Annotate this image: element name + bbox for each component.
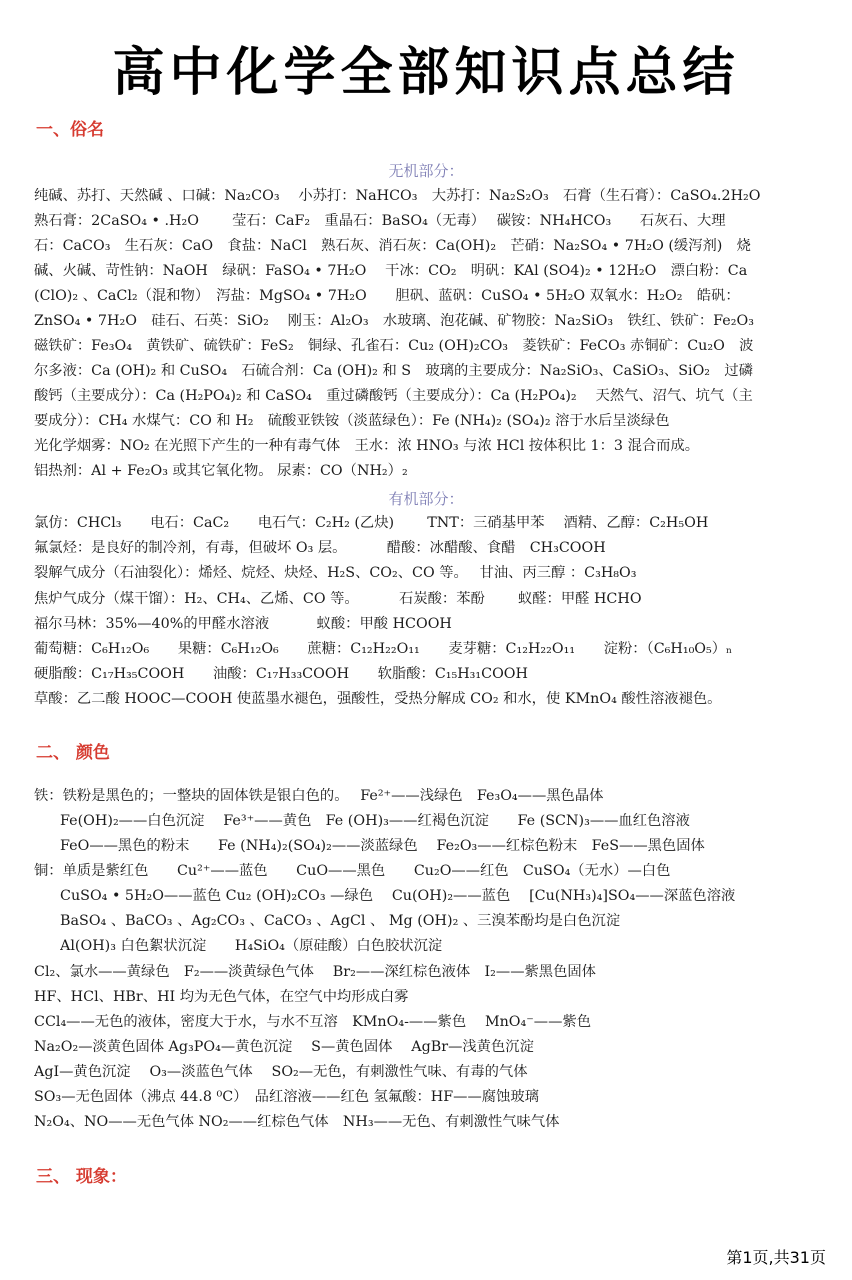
- page-title: 高中化学全部知识点总结: [112, 43, 740, 103]
- text-line: 石：CaCO₃ 生石灰：CaO 食盐：NaCl 熟石灰、消石灰：Ca(OH)₂ 芒硝：Na₂SO₄ • 7H₂O (缓泻剂) 烧: [34, 238, 751, 254]
- text-line: 焦炉气成分（煤干馏）：H₂、CH₄、乙烯、CO 等。 石炭酸：苯酚 蚁醛：甲醛 HCHO: [34, 591, 642, 607]
- text-line: 铁：铁粉是黑色的；一整块的固体铁是银白色的。 Fe²⁺——浅绿色 Fe₃O₄——黑色晶体: [34, 788, 604, 804]
- text-line: 福尔马林：35%—40%的甲醛水溶液 蚁酸：甲酸 HCOOH: [34, 616, 452, 632]
- text-line: 要成分）：CH₄ 水煤气：CO 和 H₂ 硫酸亚铁铵（淡蓝绿色）：Fe (NH₄)₂ (SO₄)₂ 溶于水后呈淡绿色: [34, 413, 670, 429]
- text-line: 磁铁矿：Fe₃O₄ 黄铁矿、硫铁矿：FeS₂ 铜绿、孔雀石：Cu₂ (OH)₂CO₃ 菱铁矿：FeCO₃ 赤铜矿：Cu₂O 波: [34, 338, 754, 354]
- text-line: 铝热剂：Al + Fe₂O₃ 或其它氧化物。 尿素：CO（NH₂）₂: [34, 463, 408, 479]
- text-line: 裂解气成分（石油裂化）：烯烃、烷烃、炔烃、H₂S、CO₂、CO 等。 甘油、丙三醇 ：C₃H₈O₃: [34, 565, 637, 581]
- text-line: (ClO)₂ 、CaCl₂（混和物） 泻盐：MgSO₄ • 7H₂O 胆矾、蓝矾：CuSO₄ • 5H₂O 双氧水：H₂O₂ 皓矾：: [34, 288, 740, 304]
- text-line: 硬脂酸：C₁₇H₃₅COOH 油酸：C₁₇H₃₃COOH 软脂酸：C₁₅H₃₁COOH: [34, 666, 528, 682]
- section-heading-phenomena: 三、 现象：: [36, 1167, 127, 1187]
- text-line: Al(OH)₃ 白色絮状沉淀 H₄SiO₄（原硅酸）白色胶状沉淀: [60, 938, 443, 954]
- text-line: 氯仿：CHCl₃ 电石：CaC₂ 电石气：C₂H₂ (乙炔) TNT：三硝基甲苯 酒精、乙醇：C₂H₅OH: [34, 515, 709, 531]
- text-line: Fe(OH)₂——白色沉淀 Fe³⁺——黄色 Fe (OH)₃——红褐色沉淀 Fe (SCN)₃——血红色溶液: [60, 813, 690, 829]
- text-line: 熟石膏：2CaSO₄ • .H₂O 莹石：CaF₂ 重晶石：BaSO₄（无毒） 碳铵：NH₄HCO₃ 石灰石、大理: [34, 213, 726, 229]
- section-heading-common-names: 一、俗名: [36, 120, 104, 140]
- text-line: 草酸：乙二酸 HOOC—COOH 使蓝墨水褪色，强酸性，受热分解成 CO₂ 和水，使 KMnO₄ 酸性溶液褪色。: [34, 691, 722, 707]
- text-line: 光化学烟雾：NO₂ 在光照下产生的一种有毒气体 王水：浓 HNO₃ 与浓 HCl 按体积比 1：3 混合而成。: [34, 438, 700, 454]
- subheading-inorganic: 无机部分：: [388, 162, 464, 180]
- text-line: SO₃—无色固体（沸点 44.8 ⁰C） 品红溶液——红色 氢氟酸：HF——腐蚀玻璃: [34, 1089, 539, 1105]
- text-line: 葡萄糖：C₆H₁₂O₆ 果糖：C₆H₁₂O₆ 蔗糖：C₁₂H₂₂O₁₁ 麦芽糖：C₁₂H₂₂O₁₁ 淀粉：（C₆H₁₀O₅）ₙ: [34, 641, 733, 657]
- text-line: 尔多液：Ca (OH)₂ 和 CuSO₄ 石硫合剂：Ca (OH)₂ 和 S 玻璃的主要成分：Na₂SiO₃、CaSiO₃、SiO₂ 过磷: [34, 363, 753, 379]
- text-line: Cl₂、氯水——黄绿色 F₂——淡黄绿色气体 Br₂——深红棕色液体 I₂——紫黑色固体: [34, 964, 596, 980]
- section-heading-colors: 二、 颜色: [36, 743, 110, 763]
- text-line: 纯碱、苏打、天然碱 、口碱：Na₂CO₃ 小苏打：NaHCO₃ 大苏打：Na₂S₂O₃ 石膏（生石膏）：CaSO₄.2H₂O: [34, 188, 761, 204]
- text-line: FeO——黑色的粉末 Fe (NH₄)₂(SO₄)₂——淡蓝绿色 Fe₂O₃——红棕色粉末 FeS——黑色固体: [60, 838, 705, 854]
- text-line: 氟氯烃：是良好的制冷剂，有毒，但破坏 O₃ 层。 醋酸：冰醋酸、食醋 CH₃COOH: [34, 540, 606, 556]
- text-line: 铜：单质是紫红色 Cu²⁺——蓝色 CuO——黑色 Cu₂O——红色 CuSO₄（无水）—白色: [34, 863, 671, 879]
- text-line: CCl₄——无色的液体，密度大于水，与水不互溶 KMnO₄-——紫色 MnO₄⁻——紫色: [34, 1014, 591, 1030]
- text-line: ZnSO₄ • 7H₂O 硅石、石英：SiO₂ 刚玉：Al₂O₃ 水玻璃、泡花碱、矿物胶：Na₂SiO₃ 铁红、铁矿：Fe₂O₃: [34, 313, 754, 329]
- text-line: AgI—黄色沉淀 O₃—淡蓝色气体 SO₂—无色，有刺激性气味、有毒的气体: [34, 1064, 528, 1080]
- text-line: 碱、火碱、苛性钠：NaOH 绿矾：FaSO₄ • 7H₂O 干冰：CO₂ 明矾：KAl (SO4)₂ • 12H₂O 漂白粉：Ca: [34, 263, 748, 279]
- text-line: BaSO₄ 、BaCO₃ 、Ag₂CO₃ 、CaCO₃ 、AgCl 、 Mg (OH)₂ 、三溴苯酚均是白色沉淀: [60, 913, 621, 929]
- text-line: 酸钙（主要成分）：Ca (H₂PO₄)₂ 和 CaSO₄ 重过磷酸钙（主要成分）：Ca (H₂PO₄)₂ 天然气、沼气、坑气（主: [34, 388, 753, 404]
- text-line: Na₂O₂—淡黄色固体 Ag₃PO₄—黄色沉淀 S—黄色固体 AgBr—浅黄色沉淀: [34, 1039, 534, 1055]
- subheading-organic: 有机部分：: [388, 490, 464, 508]
- text-line: CuSO₄ • 5H₂O——蓝色 Cu₂ (OH)₂CO₃ —绿色 Cu(OH)₂——蓝色 [Cu(NH₃)₄]SO₄——深蓝色溶液: [60, 888, 736, 904]
- page-number: 第1页,共31页: [726, 1248, 826, 1267]
- text-line: N₂O₄、NO——无色气体 NO₂——红棕色气体 NH₃——无色、有刺激性气味气体: [34, 1114, 560, 1130]
- text-line: HF、HCl、HBr、HI 均为无色气体，在空气中均形成白雾: [34, 989, 409, 1005]
